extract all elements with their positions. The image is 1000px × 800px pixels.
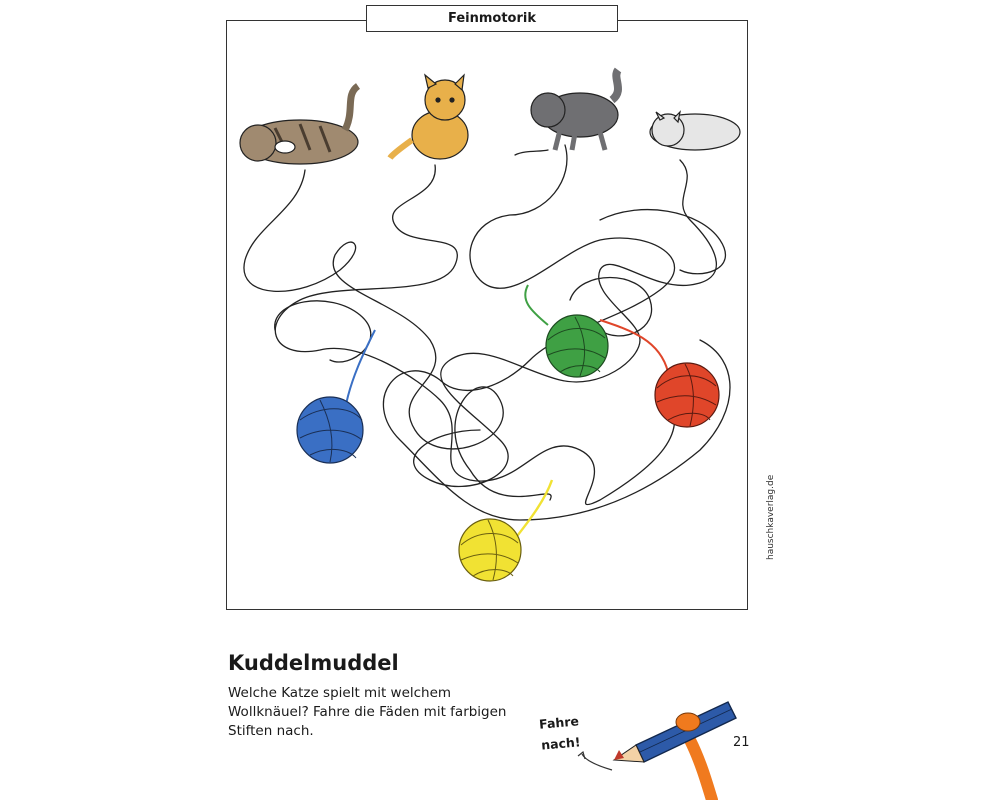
exercise-title: Kuddelmuddel [228, 651, 399, 675]
publisher-url: hauschkaverlag.de [766, 474, 776, 560]
cat-2-orange [390, 75, 468, 159]
yarn-ball-yellow [459, 519, 521, 581]
yarn-ball-red [655, 363, 719, 427]
instruction-line: Stiften nach. [228, 723, 314, 739]
callout-text [538, 710, 581, 755]
callout-line: Fahre [538, 713, 580, 732]
yarn-ball-blue [297, 397, 363, 463]
pencil-icon [614, 702, 736, 800]
cat-3-grey [531, 70, 618, 150]
instruction-line: Wollknäuel? Fahre die Fäden mit farbigen [228, 704, 507, 720]
callout-line: nach! [540, 734, 582, 753]
instruction-line: Welche Katze spielt mit welchem [228, 685, 452, 701]
exercise-instructions [228, 684, 528, 741]
section-label: Feinmotorik [366, 5, 618, 32]
cat-1-tabby [240, 86, 358, 164]
yarn-ball-green [546, 315, 608, 377]
cat-4-white [650, 112, 740, 150]
page-number: 21 [733, 735, 750, 750]
callout-arrow [582, 754, 612, 770]
thread-cat-1 [244, 170, 551, 500]
